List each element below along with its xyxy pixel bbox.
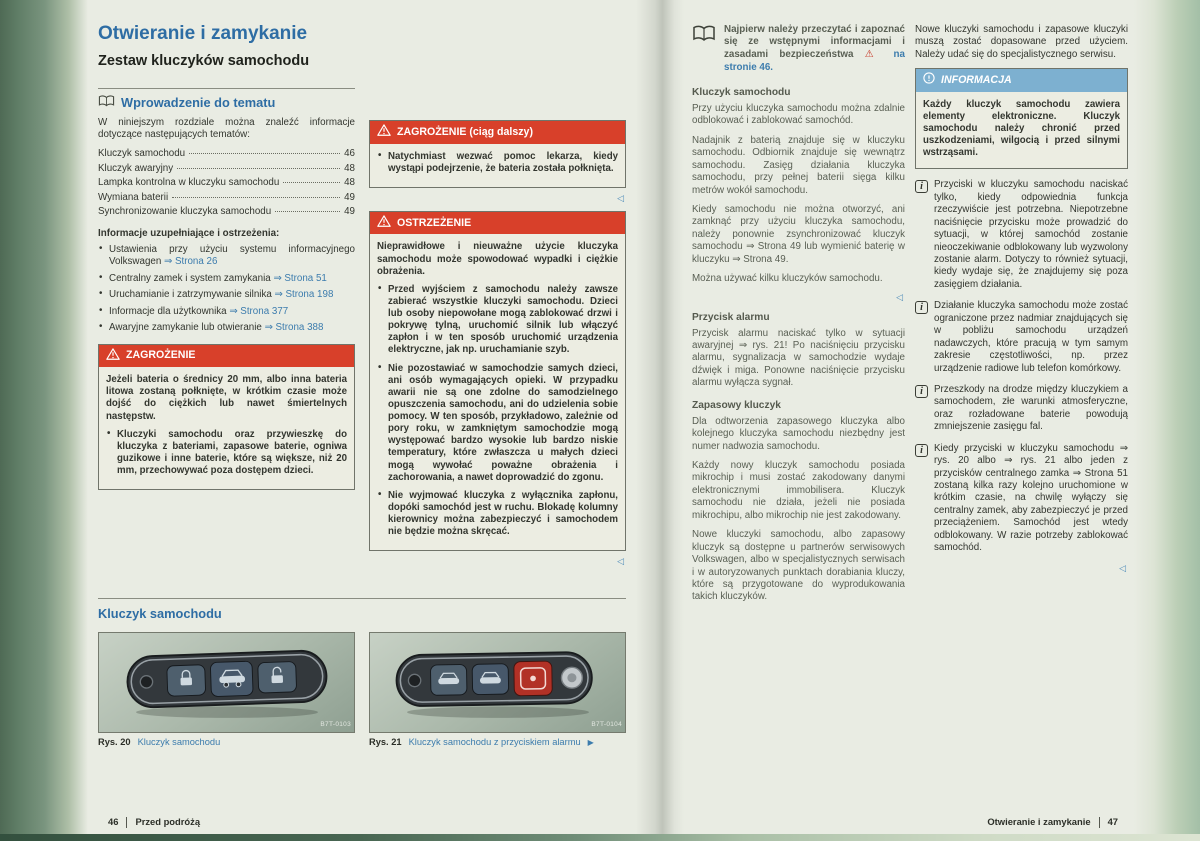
intro-text: W niniejszym rozdziale można znaleźć informacje dotyczące następujących tematów: — [98, 116, 355, 140]
tip-text: Kiedy przyciski w kluczyku samochodu ⇒ rys. 20 albo ⇒ rys. 21 albo jeden z przycisków centralnego zamka ⇒ Strona 51 zostaną kilka razy kolejno uruchomione w krótkim czasie, na chwilę wyłączy się centralny zamek, aby zabezpieczyć je przed przeciążeniem. Samochód jest wtedy odblokowany. W razie potrzeby zablokować samochód. — [934, 442, 1128, 554]
tip — [915, 300, 1128, 375]
tip — [915, 384, 1128, 434]
body-paragraph: Przycisk alarmu naciskać tylko w sytuacji awaryjnej ⇒ rys. 21! Po naciśnięciu przycisku alarmu, sygnalizacja w samochodzie wydaje dźwięk i miga. Ponowne naciśnięcie przycisku alarmu wyłącza sygnał. — [692, 327, 905, 389]
info-item — [98, 244, 355, 269]
page-right — [684, 0, 1134, 841]
tip-text: Przeszkody na drodze między kluczykiem a samochodem, złe warunki atmosferyczne, oraz rozładowane baterie powodują zmniejszenie zasięgu fal. — [934, 383, 1128, 433]
info-box-body — [916, 92, 1127, 169]
danger-box-body — [99, 367, 354, 489]
info-box — [915, 68, 1128, 169]
figure-caption — [369, 737, 626, 749]
toc-leader — [283, 182, 340, 183]
cross-reference-link[interactable]: ⇒ Strona 26 — [164, 256, 218, 268]
info-item-text: Awaryjne zamykanie lub otwieranie — [109, 322, 262, 334]
read-first-note — [692, 24, 905, 74]
inline-warning-icon: ⚠ — [864, 48, 883, 60]
continuation-icon: ◁ — [617, 556, 624, 567]
footer-section-title: Przed podróżą — [135, 816, 201, 828]
info-box-title: INFORMACJA — [941, 73, 1012, 86]
footer-page-number: 46 — [108, 816, 119, 828]
toc-label: Wymiana baterii — [98, 191, 169, 203]
tip — [915, 179, 1128, 291]
info-list — [98, 244, 355, 335]
toc — [98, 148, 355, 218]
note-book-icon — [692, 24, 716, 74]
figure-20 — [98, 632, 355, 749]
toc-label: Kluczyk awaryjny — [98, 162, 174, 174]
toc-leader — [177, 168, 340, 169]
body-paragraph: Można używać kilku kluczyków samochodu. — [692, 273, 883, 285]
info-item-text: Informacje dla użytkownika — [109, 305, 227, 317]
right-columns — [692, 24, 1128, 611]
continuation-icon: ◁ — [617, 193, 624, 203]
warning-box-title: OSTRZEŻENIE — [397, 216, 472, 229]
figure-label: Rys. 20 — [98, 736, 131, 747]
subheading-key: Kluczyk samochodu — [692, 87, 791, 98]
info-item — [98, 322, 355, 334]
body-paragraph: Przy użyciu kluczyka samochodu można zdalnie odblokować i zablokować samochód. — [692, 102, 905, 127]
danger-box-header — [99, 345, 354, 367]
danger-bullet: • Natychmiast wezwać pomoc lekarza, kiedy wystąpi podejrzenie, że bateria została połknięta. — [377, 151, 618, 175]
note-paragraph — [724, 24, 905, 74]
info-heading: Informacje uzupełniające i ostrzeżenia: — [98, 227, 280, 239]
figure-label: Rys. 21 — [369, 736, 402, 747]
figure-caption — [98, 737, 355, 749]
right-column-1 — [692, 24, 905, 611]
right-column-2 — [915, 24, 1128, 611]
info-item-text: Ustawienia przy użyciu systemu informacyjnego Volkswagen — [109, 244, 355, 268]
book-bottom-edge — [0, 834, 1200, 841]
toc-leader — [172, 197, 340, 198]
caption-more-icon[interactable]: ▶ — [587, 737, 594, 747]
tip-info-icon: i — [915, 180, 928, 193]
body-paragraph: Nowe kluczyki samochodu i zapasowe kluczyki muszą zostać dopasowane przed użyciem. Należy udać się do specjalistycznego serwisu. — [915, 24, 1128, 60]
toc-leader — [189, 153, 340, 154]
tip-text: Działanie kluczyka samochodu może zostać ograniczone przez nadmiar znajdujących się w pobliżu samochodu urządzeń nadawczych, które pracują w tym samym zakresie częstotliwości, np. przez urządzenie radiowe lub telefon komórkowy. — [934, 300, 1128, 374]
figure-caption-text: Kluczyk samochodu z przyciskiem alarmu — [408, 736, 581, 747]
keys-section-heading: Kluczyk samochodu — [98, 598, 626, 622]
toc-row[interactable] — [98, 192, 355, 204]
footer-page-number: 47 — [1107, 816, 1118, 828]
section-heading-intro-label: Wprowadzenie do tematu — [121, 95, 276, 111]
danger-bullet: • Kluczyki samochodu oraz przywieszkę do kluczyka z bateriami, zapasowe baterie, ogniwa guzikowe i inne baterie, które są większe, niż 20 mm, przechowywać poza dostępem dzieci. — [106, 429, 347, 478]
toc-label: Lampka kontrolna w kluczyku samochodu — [98, 177, 280, 189]
figure-photo — [98, 632, 355, 733]
tip — [915, 443, 1128, 555]
info-item-text: Centralny zamek i system zamykania — [109, 272, 271, 284]
subheading-spare-key: Zapasowy kluczyk — [692, 399, 781, 411]
toc-row[interactable] — [98, 206, 355, 218]
figure-code: B7T-0104 — [591, 721, 622, 729]
danger-lead: Jeżeli bateria o średnicy 20 mm, albo inna bateria litowa zostaną połknięte, w krótkim czasie może dojść do ciężkich lub nawet śmiertelnych następstw. — [106, 374, 347, 422]
danger-box-header — [370, 121, 625, 143]
body-paragraph: Każdy nowy kluczyk samochodu posiada mikrochip i musi zostać zakodowany danymi elektronicznymi immobilisera. Kluczyk samochodu nie działa, jeżeli nie posiada mikrochipu, albo mikrochip nie jest zakodowany. — [692, 460, 905, 521]
tip-info-icon: i — [915, 385, 928, 398]
info-box-header — [916, 69, 1127, 91]
toc-row[interactable] — [98, 148, 355, 160]
body-paragraph: Nowe kluczyki samochodu, albo zapasowy kluczyk są dostępne u partnerów serwisowych Volkswagen, albo w specjalistycznych serwisach i w autoryzowanych punktach dorabiania kluczy, które są przygotowane do wyprodukowania takich kluczyków. — [692, 529, 905, 603]
info-item-text: Uruchamianie i zatrzymywanie silnika — [109, 289, 272, 301]
warning-triangle-icon — [377, 215, 391, 231]
car-key-alarm-illustration — [389, 638, 607, 726]
danger-continued-box — [369, 120, 626, 188]
note-text: Najpierw należy przeczytać i zapoznać się ze wstępnymi informacjami i zasadami bezpieczeństwa — [724, 24, 905, 60]
danger-box-body — [370, 144, 625, 187]
continuation-icon: ◁ — [1119, 562, 1126, 573]
info-item — [98, 273, 355, 285]
toc-page-number: 49 — [344, 191, 355, 203]
tip-info-icon: i — [915, 301, 928, 314]
page-subtitle: Zestaw kluczyków samochodu — [98, 52, 310, 69]
section-heading-intro — [98, 88, 355, 111]
toc-label: Kluczyk samochodu — [98, 148, 186, 160]
toc-leader — [275, 211, 340, 212]
footer-divider — [126, 817, 127, 828]
figure-code: B7T-0103 — [320, 721, 351, 729]
page-edge-left — [0, 0, 88, 841]
figure-caption-text: Kluczyk samochodu — [137, 736, 221, 747]
book-icon — [98, 95, 115, 111]
warning-triangle-icon — [106, 348, 120, 364]
cross-reference-link[interactable]: ⇒ Strona 198 — [274, 289, 334, 301]
tip-info-icon: i — [915, 444, 928, 457]
warning-bullet: • Przed wyjściem z samochodu należy zawsze zabierać wszystkie kluczyki samochodu. Dzieci lub osoby niepowołane mogą zablokować drzwi i pokrywę tylną, uruchomić silnik lub włączyć zapłon i w ten sposób uruchomić urządzenia elektryczne, jak np. uruchamianie szyb. — [377, 284, 618, 357]
danger-box-title: ZAGROŻENIE (ciąg dalszy) — [397, 125, 533, 138]
info-circle-icon — [923, 72, 935, 88]
toc-page-number: 49 — [344, 206, 355, 218]
figure-photo — [369, 632, 626, 733]
footer-section-title: Otwieranie i zamykanie — [987, 816, 1091, 828]
warning-box-header — [370, 212, 625, 234]
warning-bullet: • Nie wyjmować kluczyka z wyłącznika zapłonu, dopóki samochód jest w ruchu. Blokadę kolumny kierownicy można zabezpieczyć i samochodem nie będzie można skręcać. — [377, 490, 618, 539]
car-key-illustration — [118, 638, 336, 726]
note-link[interactable]: na stronie 46. — [724, 48, 905, 73]
toc-page-number: 46 — [344, 148, 355, 160]
danger-box — [98, 344, 355, 490]
info-item — [98, 306, 355, 318]
page-left — [88, 0, 636, 841]
figures-row — [98, 632, 626, 749]
continuation-icon: ◁ — [896, 291, 903, 302]
page-footer-left — [108, 816, 200, 828]
info-item — [98, 289, 355, 301]
page-footer-right — [987, 816, 1118, 828]
body-paragraph: Nadajnik z baterią znajduje się w kluczyku samochodu. Odbiornik znajduje się wewnątrz samochodu. Zasięg działania kluczyka samochodu, przy pełnej baterii sięga kilku metrów wokół samochodu. — [692, 134, 905, 196]
toc-row[interactable] — [98, 177, 355, 189]
tip-text: Przyciski w kluczyku samochodu naciskać tylko, kiedy odpowiednia funkcja rzeczywiście jest potrzebna. Niepotrzebne naciśnięcie przycisku może prowadzić do sytuacji, w której samochód zostanie nieoczekiwanie odblokowany lub wyzwolony zostanie alarm. Dotyczy to również sytuacji, kiedy wydaje się, że znajdujemy się poza zasięgiem działania. — [934, 179, 1128, 290]
body-paragraph: Dla odtworzenia zapasowego kluczyka albo kolejnego kluczyka samochodu niezbędny jest numer nadwozia samochodu. — [692, 415, 905, 452]
cross-reference-link[interactable]: ⇒ Strona 51 — [273, 272, 327, 284]
toc-page-number: 48 — [344, 177, 355, 189]
cross-reference-link[interactable]: ⇒ Strona 377 — [229, 305, 289, 317]
footer-divider — [1099, 817, 1100, 828]
figure-21 — [369, 632, 626, 749]
page-title: Otwieranie i zamykanie — [98, 23, 308, 44]
cross-reference-link[interactable]: ⇒ Strona 388 — [264, 322, 324, 334]
left-columns — [98, 70, 626, 586]
warning-box — [369, 211, 626, 551]
warning-box-body — [370, 234, 625, 550]
warning-lead: Nieprawidłowe i nieuważne użycie kluczyka samochodu może spowodować wypadki i ciężkie obrażenia. — [377, 241, 618, 277]
left-column-2 — [369, 70, 626, 586]
body-paragraph: Kiedy samochodu nie można otworzyć, ani zamknąć przy użyciu kluczyka samochodu, należy ponownie zsynchronizować kluczyk samochodu ⇒ Strona 49 lub wymienić baterię w kluczyku ⇒ Strona 49. — [692, 204, 905, 265]
danger-box-title: ZAGROŻENIE — [126, 349, 196, 362]
toc-row[interactable] — [98, 163, 355, 175]
book-gutter — [636, 0, 684, 841]
toc-page-number: 48 — [344, 162, 355, 174]
page-edge-right — [1134, 0, 1200, 841]
warning-triangle-icon — [377, 124, 391, 140]
info-box-text: Każdy kluczyk samochodu zawiera elementy elektroniczne. Kluczyk samochodu należy chronić przed uszkodzeniami, wilgocią i przed silnymi wstrząsami. — [923, 98, 1120, 159]
left-column-1 — [98, 70, 355, 586]
warning-bullet: • Nie pozostawiać w samochodzie samych dzieci, ani osób wymagających opieki. W przypadku awarii nie są one zdolne do samodzielnego opuszczenia samochodu, ani do udzielenia sobie pomocy. W ten sposób, przykładowo, zależnie od pory roku, w zamkniętym samochodzie mogą występować bardzo wysokie lub bardzo niskie temperatury, które zwłaszcza u małych dzieci mogą wywołać poważne obrażenia i zachorowania, a nawet doprowadzić do zgonu. — [377, 363, 618, 484]
subheading-alarm-button: Przycisk alarmu — [692, 311, 770, 323]
toc-label: Synchronizowanie kluczyka samochodu — [98, 206, 272, 218]
